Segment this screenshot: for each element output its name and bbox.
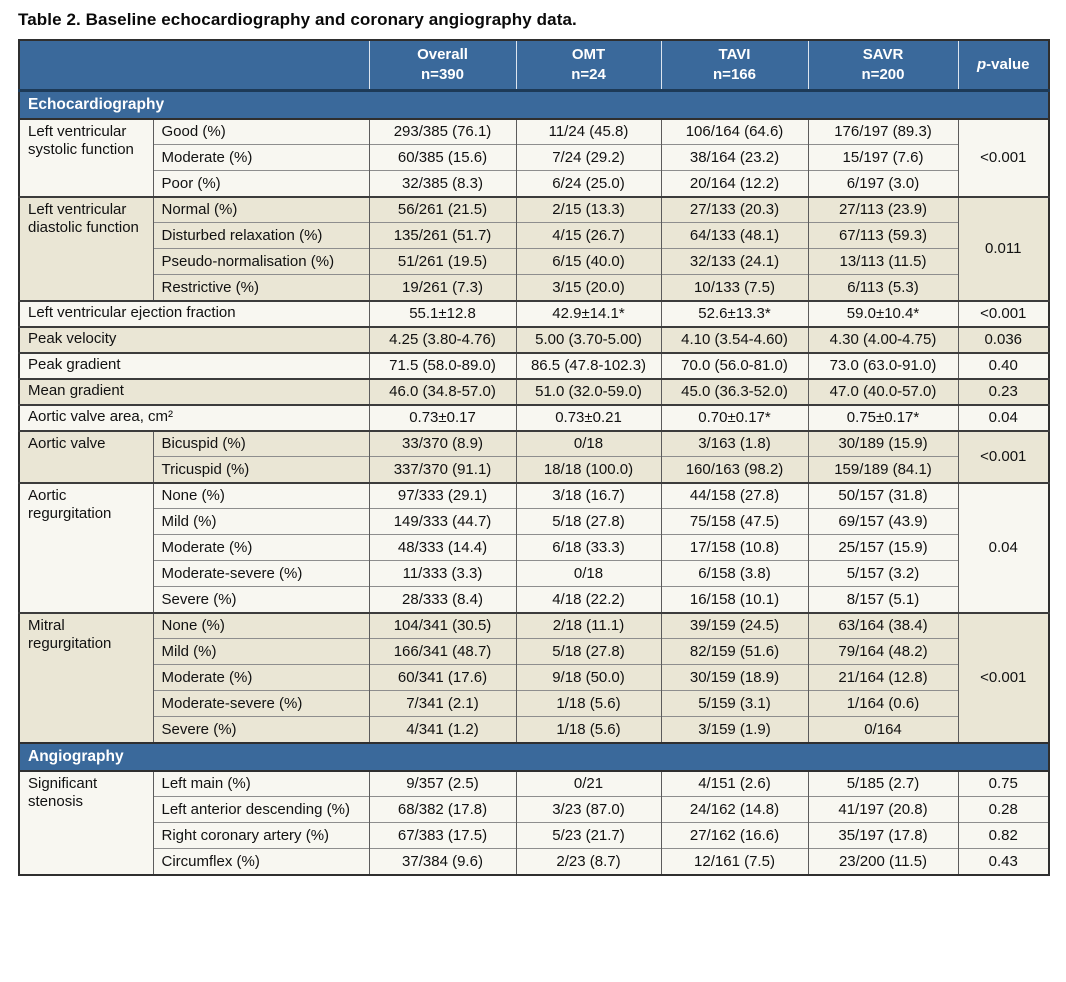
cell-savr: 6/113 (5.3) <box>808 275 958 301</box>
table-row <box>19 587 1049 613</box>
cell-savr: 1/164 (0.6) <box>808 691 958 717</box>
header-tavi-n: n=166 <box>713 65 756 83</box>
cell-tavi: 82/159 (51.6) <box>661 639 808 665</box>
cell-savr: 0.75±0.17* <box>808 405 958 431</box>
cell-omt: 86.5 (47.8-102.3) <box>516 353 661 379</box>
pvalue-cell: 0.04 <box>958 405 1049 431</box>
cell-omt: 0/18 <box>516 561 661 587</box>
cell-tavi: 5/159 (3.1) <box>661 691 808 717</box>
cell-tavi: 0.70±0.17* <box>661 405 808 431</box>
cell-savr: 73.0 (63.0-91.0) <box>808 353 958 379</box>
row-sublabel: Moderate-severe (%) <box>153 691 369 717</box>
cell-tavi: 17/158 (10.8) <box>661 535 808 561</box>
header-omt-name: OMT <box>571 46 606 64</box>
cell-omt: 9/18 (50.0) <box>516 665 661 691</box>
data-table <box>18 39 1050 876</box>
cell-omt: 6/24 (25.0) <box>516 171 661 197</box>
cell-overall: 166/341 (48.7) <box>369 639 516 665</box>
cell-tavi: 10/133 (7.5) <box>661 275 808 301</box>
cell-savr: 63/164 (38.4) <box>808 613 958 639</box>
row-sublabel: None (%) <box>153 613 369 639</box>
cell-savr: 23/200 (11.5) <box>808 849 958 875</box>
pvalue-cell: <0.001 <box>958 431 1049 483</box>
cell-overall: 135/261 (51.7) <box>369 223 516 249</box>
cell-tavi: 6/158 (3.8) <box>661 561 808 587</box>
row-sublabel: Restrictive (%) <box>153 275 369 301</box>
cell-overall: 51/261 (19.5) <box>369 249 516 275</box>
header-savr-name: SAVR <box>862 46 904 64</box>
pvalue-cell: 0.28 <box>958 797 1049 823</box>
table-row <box>19 717 1049 743</box>
cell-omt: 4/18 (22.2) <box>516 587 661 613</box>
cell-tavi: 64/133 (48.1) <box>661 223 808 249</box>
cell-savr: 15/197 (7.6) <box>808 145 958 171</box>
cell-overall: 9/357 (2.5) <box>369 771 516 797</box>
table-row <box>19 223 1049 249</box>
table-row <box>19 823 1049 849</box>
cell-overall: 67/383 (17.5) <box>369 823 516 849</box>
header-overall-n: n=390 <box>421 65 464 83</box>
row-sublabel: Moderate-severe (%) <box>153 561 369 587</box>
cell-omt: 0/18 <box>516 431 661 457</box>
cell-savr: 69/157 (43.9) <box>808 509 958 535</box>
row-sublabel: None (%) <box>153 483 369 509</box>
header-omt-n: n=24 <box>571 65 606 83</box>
cell-tavi: 106/164 (64.6) <box>661 119 808 145</box>
row-sublabel: Pseudo-normalisation (%) <box>153 249 369 275</box>
pvalue-cell: 0.82 <box>958 823 1049 849</box>
table-row <box>19 301 1049 327</box>
cell-savr: 67/113 (59.3) <box>808 223 958 249</box>
header-savr <box>808 40 958 90</box>
table-row <box>19 379 1049 405</box>
table-row <box>19 483 1049 509</box>
pvalue-cell: 0.40 <box>958 353 1049 379</box>
header-omt <box>516 40 661 90</box>
pvalue-cell: 0.23 <box>958 379 1049 405</box>
row-sublabel: Normal (%) <box>153 197 369 223</box>
cell-overall: 56/261 (21.5) <box>369 197 516 223</box>
row-sublabel: Moderate (%) <box>153 665 369 691</box>
cell-savr: 5/157 (3.2) <box>808 561 958 587</box>
table-row <box>19 457 1049 483</box>
cell-tavi: 44/158 (27.8) <box>661 483 808 509</box>
cell-overall: 293/385 (76.1) <box>369 119 516 145</box>
cell-omt: 3/23 (87.0) <box>516 797 661 823</box>
table-row <box>19 431 1049 457</box>
cell-savr: 30/189 (15.9) <box>808 431 958 457</box>
cell-omt: 6/18 (33.3) <box>516 535 661 561</box>
cell-tavi: 3/159 (1.9) <box>661 717 808 743</box>
row-sublabel: Mild (%) <box>153 639 369 665</box>
cell-overall: 71.5 (58.0-89.0) <box>369 353 516 379</box>
table-row <box>19 249 1049 275</box>
cell-omt: 0/21 <box>516 771 661 797</box>
row-sublabel: Severe (%) <box>153 717 369 743</box>
cell-overall: 60/385 (15.6) <box>369 145 516 171</box>
group-label: Significant stenosis <box>19 771 153 875</box>
group-label: Left ventricular systolic function <box>19 119 153 197</box>
header-overall <box>369 40 516 90</box>
pvalue-cell: <0.001 <box>958 119 1049 197</box>
cell-overall: 32/385 (8.3) <box>369 171 516 197</box>
table-header <box>19 40 1049 90</box>
cell-tavi: 160/163 (98.2) <box>661 457 808 483</box>
cell-overall: 46.0 (34.8-57.0) <box>369 379 516 405</box>
cell-tavi: 20/164 (12.2) <box>661 171 808 197</box>
row-sublabel: Bicuspid (%) <box>153 431 369 457</box>
cell-savr: 79/164 (48.2) <box>808 639 958 665</box>
pvalue-cell: 0.43 <box>958 849 1049 875</box>
cell-overall: 0.73±0.17 <box>369 405 516 431</box>
cell-tavi: 45.0 (36.3-52.0) <box>661 379 808 405</box>
cell-tavi: 30/159 (18.9) <box>661 665 808 691</box>
cell-savr: 25/157 (15.9) <box>808 535 958 561</box>
row-sublabel: Right coronary artery (%) <box>153 823 369 849</box>
cell-savr: 27/113 (23.9) <box>808 197 958 223</box>
table-row <box>19 145 1049 171</box>
table-row <box>19 535 1049 561</box>
cell-overall: 4.25 (3.80-4.76) <box>369 327 516 353</box>
cell-omt: 5/23 (21.7) <box>516 823 661 849</box>
cell-tavi: 38/164 (23.2) <box>661 145 808 171</box>
table-row <box>19 171 1049 197</box>
cell-omt: 3/18 (16.7) <box>516 483 661 509</box>
cell-overall: 37/384 (9.6) <box>369 849 516 875</box>
cell-overall: 4/341 (1.2) <box>369 717 516 743</box>
cell-overall: 7/341 (2.1) <box>369 691 516 717</box>
cell-tavi: 4.10 (3.54-4.60) <box>661 327 808 353</box>
row-sublabel: Mild (%) <box>153 509 369 535</box>
cell-omt: 2/23 (8.7) <box>516 849 661 875</box>
cell-tavi: 3/163 (1.8) <box>661 431 808 457</box>
cell-omt: 51.0 (32.0-59.0) <box>516 379 661 405</box>
table-row <box>19 797 1049 823</box>
section-header: Angiography <box>19 743 1049 771</box>
row-sublabel: Good (%) <box>153 119 369 145</box>
cell-omt: 2/18 (11.1) <box>516 613 661 639</box>
cell-overall: 55.1±12.8 <box>369 301 516 327</box>
cell-omt: 7/24 (29.2) <box>516 145 661 171</box>
cell-omt: 1/18 (5.6) <box>516 691 661 717</box>
group-label: Left ventricular diastolic function <box>19 197 153 301</box>
pvalue-cell: 0.011 <box>958 197 1049 301</box>
table-row <box>19 275 1049 301</box>
cell-overall: 28/333 (8.4) <box>369 587 516 613</box>
row-sublabel: Left anterior descending (%) <box>153 797 369 823</box>
cell-overall: 104/341 (30.5) <box>369 613 516 639</box>
cell-omt: 5.00 (3.70-5.00) <box>516 327 661 353</box>
cell-omt: 11/24 (45.8) <box>516 119 661 145</box>
row-sublabel: Poor (%) <box>153 171 369 197</box>
table-body <box>19 90 1049 875</box>
row-sublabel: Moderate (%) <box>153 535 369 561</box>
header-tavi <box>661 40 808 90</box>
table-row <box>19 691 1049 717</box>
cell-overall: 149/333 (44.7) <box>369 509 516 535</box>
cell-tavi: 32/133 (24.1) <box>661 249 808 275</box>
cell-omt: 1/18 (5.6) <box>516 717 661 743</box>
table-row <box>19 561 1049 587</box>
cell-savr: 47.0 (40.0-57.0) <box>808 379 958 405</box>
cell-savr: 35/197 (17.8) <box>808 823 958 849</box>
table-row <box>19 509 1049 535</box>
header-pvalue <box>958 40 1049 90</box>
table-row <box>19 353 1049 379</box>
group-label: Aortic valve <box>19 431 153 483</box>
row-sublabel: Disturbed relaxation (%) <box>153 223 369 249</box>
cell-omt: 3/15 (20.0) <box>516 275 661 301</box>
group-label: Aortic regurgitation <box>19 483 153 613</box>
group-label: Mitral regurgitation <box>19 613 153 743</box>
cell-tavi: 27/133 (20.3) <box>661 197 808 223</box>
cell-overall: 68/382 (17.8) <box>369 797 516 823</box>
pvalue-cell: 0.75 <box>958 771 1049 797</box>
cell-omt: 5/18 (27.8) <box>516 639 661 665</box>
row-sublabel: Severe (%) <box>153 587 369 613</box>
header-pvalue-p: p <box>976 56 987 73</box>
row-label: Peak gradient <box>19 353 369 379</box>
table-row <box>19 327 1049 353</box>
cell-savr: 50/157 (31.8) <box>808 483 958 509</box>
cell-tavi: 70.0 (56.0-81.0) <box>661 353 808 379</box>
cell-overall: 33/370 (8.9) <box>369 431 516 457</box>
pvalue-cell: 0.036 <box>958 327 1049 353</box>
table-row <box>19 771 1049 797</box>
cell-savr: 13/113 (11.5) <box>808 249 958 275</box>
pvalue-cell: <0.001 <box>958 301 1049 327</box>
cell-overall: 19/261 (7.3) <box>369 275 516 301</box>
cell-tavi: 27/162 (16.6) <box>661 823 808 849</box>
table-row <box>19 405 1049 431</box>
row-sublabel: Tricuspid (%) <box>153 457 369 483</box>
header-overall-name: Overall <box>417 46 468 64</box>
cell-overall: 97/333 (29.1) <box>369 483 516 509</box>
table-row <box>19 197 1049 223</box>
cell-omt: 6/15 (40.0) <box>516 249 661 275</box>
cell-tavi: 39/159 (24.5) <box>661 613 808 639</box>
table-row <box>19 849 1049 875</box>
cell-overall: 60/341 (17.6) <box>369 665 516 691</box>
table-row <box>19 613 1049 639</box>
table-row <box>19 665 1049 691</box>
row-label: Aortic valve area, cm² <box>19 405 369 431</box>
pvalue-cell: 0.04 <box>958 483 1049 613</box>
cell-tavi: 24/162 (14.8) <box>661 797 808 823</box>
cell-omt: 4/15 (26.7) <box>516 223 661 249</box>
cell-savr: 59.0±10.4* <box>808 301 958 327</box>
row-sublabel: Moderate (%) <box>153 145 369 171</box>
cell-omt: 5/18 (27.8) <box>516 509 661 535</box>
row-sublabel: Circumflex (%) <box>153 849 369 875</box>
table-row <box>19 119 1049 145</box>
section-row <box>19 90 1049 119</box>
cell-tavi: 16/158 (10.1) <box>661 587 808 613</box>
cell-savr: 0/164 <box>808 717 958 743</box>
row-label: Left ventricular ejection fraction <box>19 301 369 327</box>
cell-tavi: 12/161 (7.5) <box>661 849 808 875</box>
row-sublabel: Left main (%) <box>153 771 369 797</box>
cell-tavi: 52.6±13.3* <box>661 301 808 327</box>
table-title: Table 2. Baseline echocardiography and coronary angiography data. <box>18 10 577 29</box>
cell-tavi: 75/158 (47.5) <box>661 509 808 535</box>
cell-savr: 176/197 (89.3) <box>808 119 958 145</box>
cell-overall: 48/333 (14.4) <box>369 535 516 561</box>
cell-omt: 42.9±14.1* <box>516 301 661 327</box>
row-label: Mean gradient <box>19 379 369 405</box>
header-tavi-name: TAVI <box>718 46 751 64</box>
cell-omt: 18/18 (100.0) <box>516 457 661 483</box>
cell-savr: 8/157 (5.1) <box>808 587 958 613</box>
cell-savr: 6/197 (3.0) <box>808 171 958 197</box>
cell-savr: 159/189 (84.1) <box>808 457 958 483</box>
cell-tavi: 4/151 (2.6) <box>661 771 808 797</box>
section-header: Echocardiography <box>19 90 1049 119</box>
cell-omt: 2/15 (13.3) <box>516 197 661 223</box>
header-savr-n: n=200 <box>861 65 905 83</box>
pvalue-cell: <0.001 <box>958 613 1049 743</box>
cell-savr: 21/164 (12.8) <box>808 665 958 691</box>
cell-savr: 41/197 (20.8) <box>808 797 958 823</box>
cell-savr: 4.30 (4.00-4.75) <box>808 327 958 353</box>
header-blank-cell <box>19 40 369 90</box>
table-row <box>19 639 1049 665</box>
row-label: Peak velocity <box>19 327 369 353</box>
cell-savr: 5/185 (2.7) <box>808 771 958 797</box>
cell-overall: 337/370 (91.1) <box>369 457 516 483</box>
header-pvalue-rest: -value <box>986 56 1030 73</box>
section-row <box>19 743 1049 771</box>
cell-omt: 0.73±0.21 <box>516 405 661 431</box>
cell-overall: 11/333 (3.3) <box>369 561 516 587</box>
